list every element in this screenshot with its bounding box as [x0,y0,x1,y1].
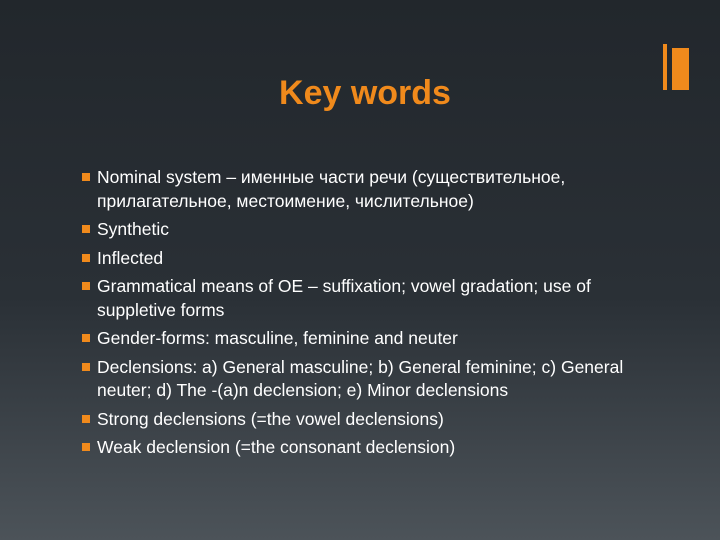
bullet-item [82,166,652,213]
bullet-text: Strong declensions (=the vowel declensions) [97,408,444,429]
bullet-item [82,408,652,432]
square-bullet-icon [82,225,90,233]
bullet-item [82,327,652,351]
square-bullet-icon [82,334,90,342]
square-bullet-icon [82,173,90,181]
slide-title: Key words [279,74,451,112]
bullet-item [82,218,652,242]
bullet-text: Inflected [97,247,164,268]
square-bullet-icon [82,282,90,290]
square-bullet-icon [82,254,90,262]
bullet-item [82,436,652,460]
bullet-text: Nominal system – именные части речи (существительное, прилагательное, местоимение, числительное) [97,167,566,211]
bullet-text: Weak declension (=the consonant declension) [97,437,456,457]
bullet-list [82,166,652,465]
bullet-item [82,275,652,322]
bullet-text: Declensions: a) General masculine; b) General feminine; c) General neuter; d) The -(a)n declension; e) Minor declensions [97,356,624,400]
square-bullet-icon [82,363,90,371]
bullet-item [82,356,652,403]
bullet-text: Synthetic [97,219,169,239]
bullet-text: Grammatical means of OE – suffixation; vowel gradation; use of suppletive forms [97,276,591,320]
square-bullet-icon [82,443,90,451]
bullet-text: Gender-forms: masculine, feminine and neuter [97,328,458,348]
square-bullet-icon [82,415,90,423]
bullet-item [82,247,652,271]
